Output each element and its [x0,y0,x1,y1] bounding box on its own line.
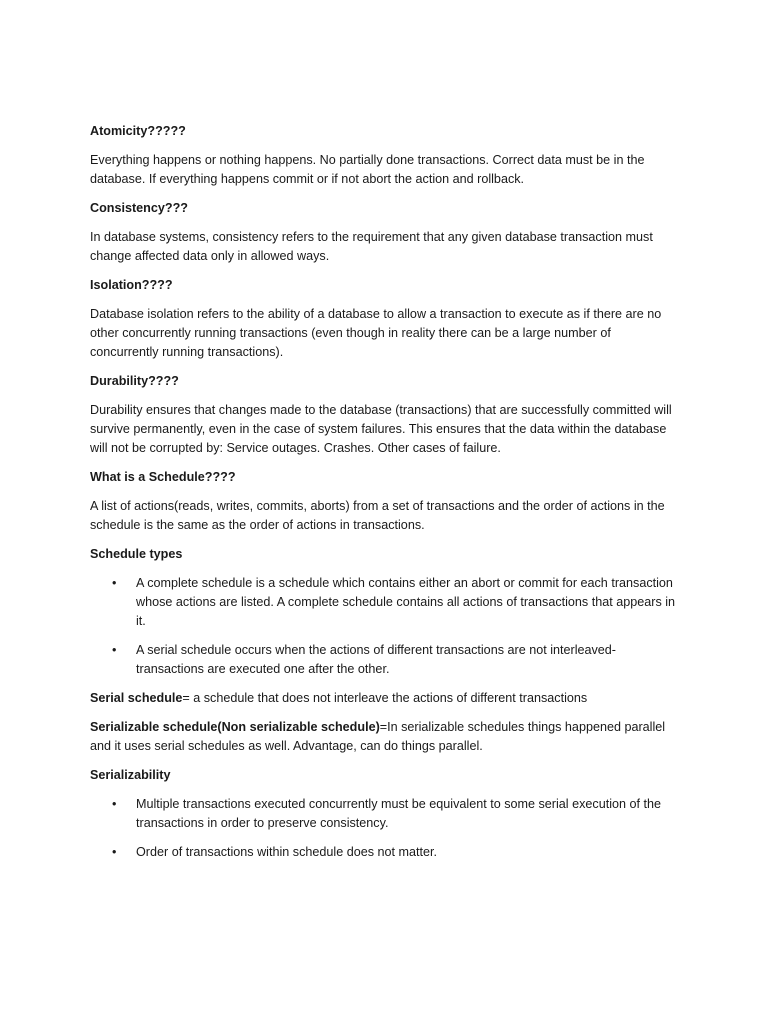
schedule-heading: What is a Schedule???? [90,470,236,484]
list-item [90,574,680,631]
serializability-heading: Serializability [90,768,171,782]
consistency-heading: Consistency??? [90,201,188,215]
bullet-icon: • [112,643,117,657]
list-item [90,843,680,862]
bullet-icon: • [112,797,117,811]
serializable-schedule-term: Serializable schedule(Non serializable schedule) [90,720,380,734]
durability-text: Durability ensures that changes made to the database (transactions) that are successfully committed will survive permanently, even in the case of system failures. This ensures that the data within the database will not be corrupted by: Service outages. Crashes. Other cases of failure. [90,403,672,455]
list-item-text: Order of transactions within schedule does not matter. [136,845,438,859]
serializable-schedule-definition [90,718,680,756]
isolation-heading: Isolation???? [90,278,173,292]
list-item [90,795,680,833]
durability-heading: Durability???? [90,374,179,388]
atomicity-heading: Atomicity????? [90,124,186,138]
schedule-text: A list of actions(reads, writes, commits, aborts) from a set of transactions and the order of actions in the schedule is the same as the order of actions in transactions. [90,499,665,532]
serial-schedule-definition [90,689,680,708]
serializability-list [90,795,680,862]
list-item-text: A serial schedule occurs when the actions of different transactions are not interleaved- transactions are executed one after the other. [136,643,617,676]
serializable-schedule-text: =In serializable schedules things happened parallel and it uses serial schedules as well. Advantage, can do things parallel. [90,720,666,753]
list-item-text: Multiple transactions executed concurrently must be equivalent to some serial execution of the transactions in order to preserve consistency. [136,797,662,830]
serial-schedule-term: Serial schedule [90,691,183,705]
list-item [90,641,680,679]
list-item-text: A complete schedule is a schedule which contains either an abort or commit for each transaction whose actions are listed. A complete schedule contains all actions of transactions that appears in it. [136,576,676,628]
bullet-icon: • [112,576,117,590]
serial-schedule-text: = a schedule that does not interleave the actions of different transactions [182,691,588,705]
isolation-text: Database isolation refers to the ability of a database to allow a transaction to execute as if there are no other concurrently running transactions (even though in reality there can be a large number of concurrently running transactions). [90,307,662,359]
schedule-types-list [90,574,680,679]
consistency-text: In database systems, consistency refers to the requirement that any given database transaction must change affected data only in allowed ways. [90,230,653,263]
atomicity-text: Everything happens or nothing happens. No partially done transactions. Correct data must be in the database. If everything happens commit or if not abort the action and rollback. [90,153,645,186]
document-page [90,122,680,872]
schedule-types-heading: Schedule types [90,547,183,561]
bullet-icon: • [112,845,117,859]
